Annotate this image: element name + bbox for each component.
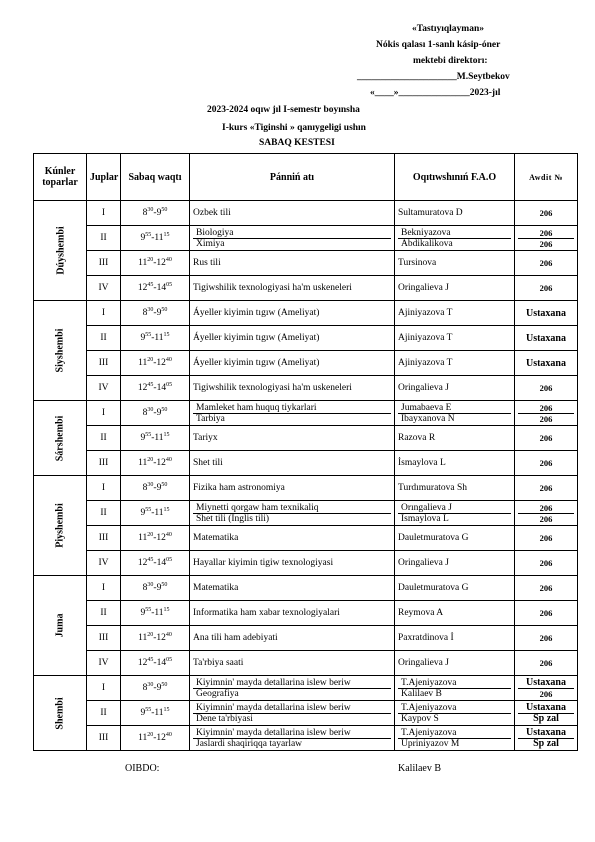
room-cell [515,401,578,426]
teacher-cell [395,376,515,401]
teacher-cell [395,551,515,576]
subject-text: Áyeller kiyimin tıgıw (Ameliyat) [193,308,320,318]
room-cell [515,426,578,451]
table-row [34,576,578,601]
teacher-text: İsmaylova L [398,458,446,468]
room-text: Ustaxana [525,307,566,319]
day-cell [34,401,87,476]
day-name: Sárshembi [54,415,66,461]
teacher-text: Oringalieva J [398,658,449,668]
room-cell [515,326,578,351]
col-teacher: Oqıtıwshınıń F.A.O [395,154,515,201]
lesson-time: $11^{20}-12^{40}$ [121,451,190,476]
table-row [34,676,578,701]
col-time: Sabaq waqtı [121,154,190,201]
subject-cell [190,676,395,701]
teacher-cell [395,626,515,651]
footer-left: OIBDO: [125,763,160,774]
col-room: Awdit № [515,154,578,201]
lesson-time: $9^{55}-11^{15}$ [121,326,190,351]
subject-text: Geografiya [193,688,391,699]
table-row [34,376,578,401]
day-cell [34,676,87,751]
teacher-cell [395,576,515,601]
room-cell [515,626,578,651]
room-text: 206 [539,483,553,493]
table-row [34,401,578,426]
table-row [34,526,578,551]
pair-number: IV [87,376,121,401]
pair-number: III [87,526,121,551]
subject-cell [190,376,395,401]
day-name: Piyshembi [54,503,66,548]
room-text: 206 [539,583,553,593]
subject-text: Ana tili ham adebiyati [193,633,278,643]
room-cell [515,351,578,376]
subject-text: Mamleket ham huquq tiykarlari [196,402,317,413]
teacher-cell [395,701,515,726]
approve-label: «Tastıyıqlayman» [412,24,484,34]
subject-cell [190,576,395,601]
teacher-text: Upriniyazov M [398,738,511,749]
subject-text: Hayallar kiyimin tigiw texnologiyasi [193,558,334,568]
lesson-time: $12^{45}-14^{05}$ [121,651,190,676]
footer-right: Kalilaev B [398,763,442,774]
lesson-time: $11^{20}-12^{40}$ [121,351,190,376]
table-row [34,501,578,526]
teacher-cell [395,526,515,551]
teacher-text: Kaypov S [398,713,511,724]
subject-text: Kiyimnin' mayda detallarina islew beriw [196,702,351,713]
room-cell [515,551,578,576]
room-cell [515,501,578,526]
subject-cell [190,501,395,526]
pair-number: IV [87,276,121,301]
pair-number: III [87,451,121,476]
schedule-title: SABAQ KESTESI [259,138,335,148]
pair-number: II [87,501,121,526]
table-row [34,626,578,651]
teacher-cell [395,651,515,676]
subject-text: Rus tili [193,258,221,268]
subject-cell [190,701,395,726]
subject-cell [190,726,395,751]
subject-cell [190,551,395,576]
day-cell [34,576,87,676]
day-name: Siyshembi [54,328,66,373]
table-row [34,451,578,476]
signature-line: _____________________M.Seytbekov [357,72,510,82]
teacher-text: Oringalieva J [398,383,449,393]
date-line: «____»_______________2023-jıl [370,88,501,98]
pair-number: II [87,226,121,251]
room-text: Sp zal [518,738,574,749]
lesson-time: $8^{30}-9^{50}$ [121,576,190,601]
subject-text: Áyeller kiyimin tıgıw (Ameliyat) [193,358,320,368]
day-name: Juma [54,613,66,638]
subject-cell [190,276,395,301]
teacher-text: Dauletmuratova G [398,583,469,593]
teacher-text: Turdımuratova Sh [398,483,468,493]
teacher-text: Ajiniyazova T [398,333,453,343]
teacher-text: Jumabaeva E [401,402,452,413]
room-text: 206 [518,238,574,249]
schedule-table [33,153,578,751]
teacher-text: Dauletmuratova G [398,533,469,543]
subject-cell [190,451,395,476]
room-text: 206 [539,658,553,668]
pair-number: I [87,401,121,426]
lesson-time: $11^{20}-12^{40}$ [121,726,190,751]
subject-cell [190,601,395,626]
day-name: Shembi [54,696,66,730]
lesson-time: $8^{30}-9^{50}$ [121,476,190,501]
subject-text: Informatika ham xabar texnologiyalari [193,608,340,618]
lesson-time: $9^{55}-11^{15}$ [121,701,190,726]
room-cell [515,676,578,701]
pair-number: III [87,726,121,751]
teacher-text: Kalilaev B [398,688,511,699]
pair-number: II [87,701,121,726]
day-name: Dúyshembi [55,226,67,275]
semester-title: 2023-2024 oqıw jıl I-semestr boyınsha [207,105,360,115]
room-text: 206 [539,502,553,513]
subject-cell [190,351,395,376]
subject-text: Shet tili (Inglis tili) [193,513,391,524]
col-pairs: Juplar [87,154,121,201]
room-text: 206 [539,533,553,543]
lesson-time: $8^{30}-9^{50}$ [121,201,190,226]
teacher-text: Abdikalikova [398,238,511,249]
subject-cell [190,326,395,351]
room-text: 206 [539,402,553,413]
subject-text: Kiyimnin' mayda detallarina islew beriw [196,677,351,688]
lesson-time: $12^{45}-14^{05}$ [121,376,190,401]
room-cell [515,476,578,501]
pair-number: II [87,426,121,451]
teacher-cell [395,326,515,351]
room-text: Sp zal [518,713,574,724]
teacher-cell [395,501,515,526]
room-cell [515,301,578,326]
room-cell [515,701,578,726]
pair-number: I [87,676,121,701]
teacher-text: Ajiniyazova T [398,358,453,368]
subject-text: Shet tili [193,458,223,468]
room-cell [515,576,578,601]
room-text: 206 [518,688,574,699]
room-cell [515,651,578,676]
table-row [34,701,578,726]
subject-cell [190,651,395,676]
room-text: 206 [518,513,574,524]
room-text: Ustaxana [525,701,566,713]
teacher-text: Orıngalieva J [401,502,452,513]
teacher-cell [395,451,515,476]
subject-text: Matematika [193,533,239,543]
room-cell [515,726,578,751]
teacher-cell [395,476,515,501]
room-text: 206 [539,433,553,443]
teacher-cell [395,726,515,751]
group-title: I-kurs «Tiginshi » qanıygeligi ushın [222,123,366,133]
teacher-cell [395,226,515,251]
pair-number: I [87,576,121,601]
pair-number: IV [87,551,121,576]
room-text: Ustaxana [525,676,566,688]
subject-cell [190,251,395,276]
room-text: 206 [518,413,574,424]
teacher-text: Reymova A [398,608,444,618]
day-cell [34,301,87,401]
director-role: mektebi direktorı: [413,56,488,66]
subject-text: Kiyimnin' mayda detallarina islew beriw [196,727,351,738]
pair-number: II [87,326,121,351]
teacher-text: Oringalieva J [398,558,449,568]
room-text: Ustaxana [525,332,566,344]
day-cell [34,476,87,576]
lesson-time: $12^{45}-14^{05}$ [121,276,190,301]
lesson-time: $8^{30}-9^{50}$ [121,401,190,426]
subject-text: Ximiya [193,238,391,249]
teacher-text: Bekniyazova [401,227,451,238]
subject-text: Dene ta'rbiyasi [193,713,391,724]
teacher-text: Ismaylova L [398,513,511,524]
room-cell [515,226,578,251]
pair-number: III [87,626,121,651]
pair-number: II [87,601,121,626]
room-cell [515,251,578,276]
room-cell [515,376,578,401]
lesson-time: $11^{20}-12^{40}$ [121,526,190,551]
table-row [34,201,578,226]
pair-number: III [87,351,121,376]
room-cell [515,526,578,551]
pair-number: I [87,476,121,501]
table-row [34,326,578,351]
subject-cell [190,226,395,251]
subject-cell [190,626,395,651]
table-row [34,276,578,301]
subject-text: Fizika ham astronomiya [193,483,285,493]
table-row [34,651,578,676]
room-cell [515,201,578,226]
room-cell [515,276,578,301]
teacher-cell [395,351,515,376]
teacher-cell [395,676,515,701]
teacher-text: Oringalieva J [398,283,449,293]
teacher-cell [395,401,515,426]
subject-text: Tigiwshilik texnologiyasi ha'm uskeneleri [193,283,352,293]
table-row [34,351,578,376]
table-header-row [34,154,578,201]
table-row [34,551,578,576]
room-text: 206 [539,208,553,218]
teacher-text: T.Ajeniyazova [401,727,457,738]
subject-cell [190,201,395,226]
teacher-text: T.Ajeniyazova [401,677,457,688]
room-text: 206 [539,258,553,268]
room-text: 206 [539,458,553,468]
subject-text: Ta'rbiya saati [193,658,244,668]
pair-number: IV [87,651,121,676]
teacher-text: Sultamuratova D [398,208,463,218]
lesson-time: $8^{30}-9^{50}$ [121,676,190,701]
day-cell [34,201,87,301]
table-row [34,251,578,276]
room-cell [515,601,578,626]
table-row [34,426,578,451]
room-text: 206 [539,283,553,293]
lesson-time: $9^{55}-11^{15}$ [121,501,190,526]
subject-cell [190,476,395,501]
subject-cell [190,526,395,551]
room-text: 206 [539,608,553,618]
teacher-text: Ibayxanova N [398,413,511,424]
teacher-text: Tursinova [398,258,437,268]
pair-number: I [87,301,121,326]
pair-number: III [87,251,121,276]
table-row [34,726,578,751]
teacher-cell [395,601,515,626]
subject-cell [190,426,395,451]
subject-text: Tigiwshilik texnologiyasi ha'm uskeneleri [193,383,352,393]
table-row [34,601,578,626]
room-cell [515,451,578,476]
subject-cell [190,301,395,326]
lesson-time: $11^{20}-12^{40}$ [121,251,190,276]
subject-text: Biologiya [196,227,234,238]
teacher-text: T.Ajeniyazova [401,702,457,713]
lesson-time: $8^{30}-9^{50}$ [121,301,190,326]
lesson-time: $9^{55}-11^{15}$ [121,426,190,451]
schedule-body [34,201,578,751]
teacher-text: Paxratdinova İ [398,633,454,643]
room-text: 206 [539,227,553,238]
subject-text: Jaslardi shaqiriqqa tayarlaw [193,738,391,749]
teacher-cell [395,301,515,326]
subject-text: Tariyx [193,433,218,443]
room-text: 206 [539,558,553,568]
lesson-time: $9^{55}-11^{15}$ [121,226,190,251]
lesson-time: $11^{20}-12^{40}$ [121,626,190,651]
lesson-time: $12^{45}-14^{05}$ [121,551,190,576]
table-row [34,476,578,501]
subject-cell [190,401,395,426]
teacher-text: Ajiniyazova T [398,308,453,318]
room-text: 206 [539,383,553,393]
org-name: Nókis qalası 1-sanlı kásip-óner [376,40,501,50]
subject-text: Matematika [193,583,239,593]
room-text: Ustaxana [525,357,566,369]
teacher-cell [395,251,515,276]
table-row [34,301,578,326]
col-subject: Pánniń atı [190,154,395,201]
room-text: 206 [539,633,553,643]
teacher-cell [395,201,515,226]
subject-text: Tarbiya [193,413,391,424]
pair-number: I [87,201,121,226]
room-text: Ustaxana [525,726,566,738]
subject-text: Áyeller kiyimin tıgıw (Ameliyat) [193,333,320,343]
subject-text: Miynetti qorgaw ham texnikaliq [196,502,319,513]
lesson-time: $9^{55}-11^{15}$ [121,601,190,626]
teacher-cell [395,276,515,301]
table-row [34,226,578,251]
teacher-text: Razova R [398,433,436,443]
col-days: Kúnler toparlar [34,154,87,201]
subject-text: Ozbek tili [193,208,231,218]
teacher-cell [395,426,515,451]
